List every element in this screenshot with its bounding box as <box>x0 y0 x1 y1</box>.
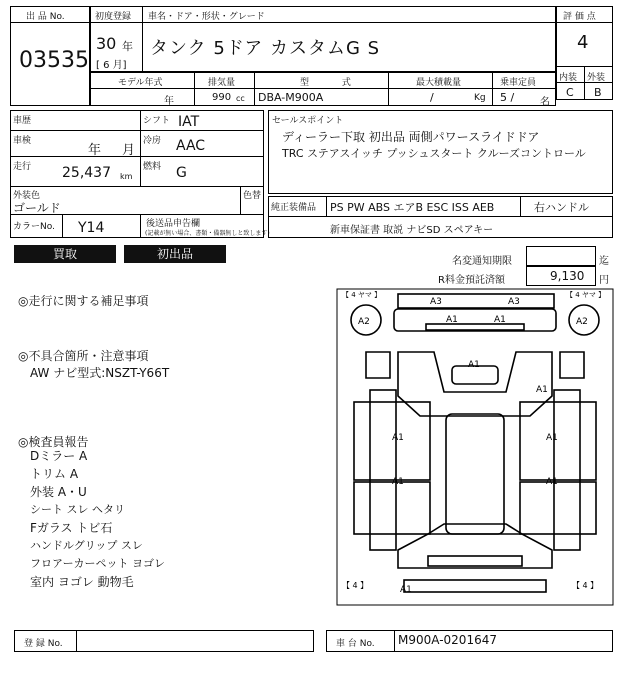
inspection-label: 車検 <box>13 136 32 146</box>
mark-door-fl: A1 <box>392 433 404 443</box>
first-listing-badge: 初出品 <box>124 245 226 263</box>
max-load-label: 最大積載量 <box>416 78 462 88</box>
tire-label-rr: 【 4 】 <box>572 581 599 590</box>
inspection-year-unit: 年 <box>88 143 102 158</box>
equipment-items: PS PW ABS エアB ESC ISS AEB <box>330 201 495 214</box>
tire-label-rl: 【 4 】 <box>342 581 369 590</box>
inspector-item: トリム A <box>30 467 79 481</box>
deadline-label: 名変通知期限 <box>452 256 512 267</box>
warranty-items: 新車保証書 取説 ナビSD スペアキー <box>330 225 494 236</box>
capacity-unit: 名 <box>540 97 550 108</box>
deadline-unit: 迄 <box>599 256 609 267</box>
first-reg-label: 初度登録 <box>95 12 132 22</box>
shift-value: IAT <box>178 114 200 130</box>
first-reg-year-unit: 年 <box>122 40 133 53</box>
first-reg-year: 30 <box>96 34 117 53</box>
exterior-label: 外装 <box>587 73 606 83</box>
tire-mark-fl: A2 <box>358 317 370 327</box>
interior-grade: C <box>566 86 574 99</box>
steering-side: 右ハンドル <box>534 201 589 214</box>
mark-front-left: A1 <box>446 315 458 325</box>
inspector-item: シート スレ ヘタリ <box>30 503 125 516</box>
capacity-label: 乗車定員 <box>500 78 537 88</box>
repaint-label: 色替 <box>243 191 262 201</box>
equipment-label: 純正装備品 <box>271 203 317 213</box>
recycle-value: 9,130 <box>550 269 585 283</box>
cooler-label: 冷房 <box>143 136 162 146</box>
color-label: 外装色 <box>13 191 41 201</box>
deadline-field <box>526 246 596 266</box>
score-label: 評 価 点 <box>563 12 596 22</box>
mark-front-right: A1 <box>494 315 506 325</box>
inspector-item: Dミラー A <box>30 449 88 463</box>
model-year-label: モデル年式 <box>118 78 163 88</box>
type-label: 型 式 <box>300 78 351 88</box>
mark-fender-right: A1 <box>536 385 548 395</box>
tire-mark-fr: A2 <box>576 317 588 327</box>
car-name: タンク 5ドア カスタムG S <box>150 38 381 59</box>
color-value: ゴールド <box>13 201 61 215</box>
tire-label-fr: 【 4 ヤマ 】 <box>566 291 606 299</box>
fuel-value: G <box>176 165 187 181</box>
supplement-title: ◎走行に関する補足事項 <box>18 294 149 308</box>
displacement-label: 排気量 <box>208 78 236 88</box>
sales-point-line-1: ディーラー下取 初出品 両側パワースライドドア <box>282 130 540 144</box>
mark-door-rl: A1 <box>392 477 404 487</box>
mark-rear-sill: A1 <box>400 585 412 595</box>
recycle-unit: 円 <box>599 275 609 286</box>
exterior-grade: B <box>594 86 602 99</box>
first-reg-month: [ 6 月] <box>96 60 127 71</box>
registration-label: 登 録 No. <box>24 639 63 649</box>
max-load-value: / <box>430 91 434 104</box>
defect-line: AW ナビ型式:NSZT-Y66T <box>30 366 170 380</box>
mark-hood: A1 <box>468 360 480 370</box>
inspector-title: ◎検査員報告 <box>18 435 89 449</box>
max-load-unit: Kg <box>474 93 486 103</box>
inspector-item: フロアーカーペット ヨゴレ <box>30 557 165 570</box>
history-label: 車歴 <box>13 116 32 126</box>
shift-label: シフト <box>143 116 171 126</box>
lot-number: 03535 <box>19 48 89 73</box>
sales-point-label: セールスポイント <box>272 116 344 126</box>
inspector-item: 室内 ヨゴレ 動物毛 <box>30 575 134 589</box>
buy-badge: 買取 <box>14 245 116 263</box>
car-name-label: 車名・ドア・形状・グレード <box>148 12 265 22</box>
mileage-unit: km <box>120 172 133 181</box>
inspection-month-unit: 月 <box>122 143 136 158</box>
mark-door-fr: A1 <box>546 433 558 443</box>
inspector-item: ハンドルグリップ スレ <box>30 539 143 552</box>
chassis-label: 車 台 No. <box>336 639 375 649</box>
defect-title: ◎不具合箇所・注意事項 <box>18 349 149 363</box>
color-no-value: Y14 <box>78 220 105 236</box>
displacement-value: 990 <box>212 92 232 103</box>
color-no-label: カラーNo. <box>13 222 55 232</box>
mark-bumper-left: A3 <box>430 297 442 307</box>
mileage-value: 25,437 <box>62 165 111 181</box>
mark-bumper-right: A3 <box>508 297 520 307</box>
inspector-item: Fガラス トビ石 <box>30 521 113 535</box>
inspector-item: 外装 A・U <box>30 485 87 499</box>
model-year-unit: 年 <box>164 96 174 107</box>
tire-label-fl: 【 4 ヤマ 】 <box>342 291 382 299</box>
type-value: DBA-M900A <box>258 91 324 104</box>
displacement-unit: cc <box>236 94 245 103</box>
sales-point-line-2: TRC ステアスイッチ プッシュスタート クルーズコントロール <box>282 147 586 160</box>
interior-label: 内装 <box>559 73 578 83</box>
cooler-value: AAC <box>176 138 206 154</box>
mark-door-rr: A1 <box>546 477 558 487</box>
lot-label: 出 品 No. <box>26 12 65 22</box>
score-value: 4 <box>577 32 589 53</box>
docs-label: 後送品申告欄 <box>146 219 201 229</box>
recycle-label: R料金預託済額 <box>438 275 505 286</box>
docs-note: (記載が無い場合、書類・備器無しと致します) <box>145 230 270 237</box>
mileage-label: 走行 <box>13 162 32 172</box>
chassis-value: M900A-0201647 <box>398 633 497 647</box>
capacity-value: 5 / <box>500 91 515 104</box>
fuel-label: 燃料 <box>143 162 162 172</box>
car-damage-diagram <box>336 288 614 606</box>
